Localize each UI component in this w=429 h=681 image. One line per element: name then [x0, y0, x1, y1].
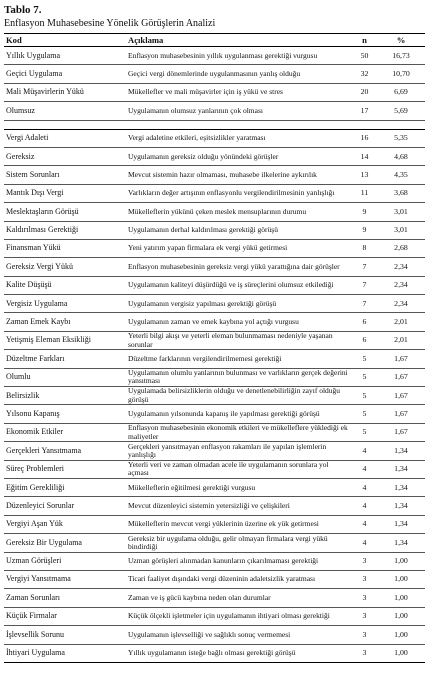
table-row	[4, 460, 425, 478]
row-count: 13	[352, 166, 377, 184]
row-description: Zaman ve iş gücü kaybına neden olan durumlar	[126, 589, 352, 607]
table-row	[4, 405, 425, 423]
row-description: Küçük ölçekli işletmeler için uygulamanın ihtiyari olması gerektiği	[126, 607, 352, 625]
separator-cell	[126, 120, 352, 129]
row-description: Mükelleflerin mevcut vergi yüklerinin üzerine ek yük getirmesi	[126, 515, 352, 533]
row-count: 50	[352, 47, 377, 65]
row-code: Gereksiz Vergi Yükü	[4, 258, 126, 276]
row-percent: 1,67	[377, 387, 425, 405]
row-percent: 1,00	[377, 570, 425, 588]
row-description: Enflasyon muhasebesinin gereksiz vergi yükü yarattığına dair görüşler	[126, 258, 352, 276]
row-percent: 1,34	[377, 478, 425, 496]
row-description: Gerçekleri yansıtmayan enflasyon rakamları ile yapılan işlemlerin yanlışlığı	[126, 442, 352, 460]
row-count: 4	[352, 515, 377, 533]
row-code: Yıllık Uygulama	[4, 47, 126, 65]
row-description: Uygulamanın vergisiz yapılması gerektiği görüşü	[126, 295, 352, 313]
row-percent: 3,68	[377, 184, 425, 202]
row-description: Mükelleflerin yükünü çeken meslek mensuplarının durumu	[126, 203, 352, 221]
row-code: Gereksiz	[4, 147, 126, 165]
table-row	[4, 184, 425, 202]
row-percent: 10,70	[377, 65, 425, 83]
row-description: Vergi adaletine etkileri, eşitsizlikler yaratması	[126, 129, 352, 147]
row-percent: 5,35	[377, 129, 425, 147]
row-count: 4	[352, 460, 377, 478]
table-row	[4, 65, 425, 83]
table-title: Enflasyon Muhasebesine Yönelik Görüşlerin Analizi	[4, 18, 216, 29]
row-description: Uygulamanın gereksiz olduğu yönündeki görüşler	[126, 147, 352, 165]
row-description: Geçici vergi dönemlerinde uygulanmasının yanlış olduğu	[126, 65, 352, 83]
row-description: Mevcut düzenleyici sistemin yetersizliği ve çelişkileri	[126, 497, 352, 515]
row-count: 16	[352, 129, 377, 147]
row-percent: 2,68	[377, 239, 425, 257]
group-separator	[4, 120, 425, 129]
row-count: 3	[352, 552, 377, 570]
row-code: Vergiyi Yansıtmama	[4, 570, 126, 588]
analysis-table	[4, 33, 425, 663]
row-percent: 4,68	[377, 147, 425, 165]
row-description: Gereksiz bir uygulama olduğu, gelir olmayan firmalara vergi yükü bindirdiği	[126, 534, 352, 552]
table-row	[4, 442, 425, 460]
table-row	[4, 644, 425, 662]
row-percent: 1,34	[377, 497, 425, 515]
row-count: 4	[352, 478, 377, 496]
table-row	[4, 626, 425, 644]
row-percent: 2,34	[377, 276, 425, 294]
row-description: Yeni yatırım yapan firmalara ek vergi yükü getirmesi	[126, 239, 352, 257]
row-description: Uygulamanın yılsonunda kapanış ile yapılması gerektiği görüşü	[126, 405, 352, 423]
row-code: Olumsuz	[4, 102, 126, 120]
table-row	[4, 47, 425, 65]
row-description: Enflasyon muhasebesinin ekonomik etkileri ve mükelleflere yüklediği ek maliyetler	[126, 423, 352, 441]
row-count: 8	[352, 239, 377, 257]
row-description: Uygulamanın zaman ve emek kaybına yol açtığı vurgusu	[126, 313, 352, 331]
header-code: Kod	[4, 34, 126, 47]
row-percent: 2,01	[377, 313, 425, 331]
table-row	[4, 221, 425, 239]
table-row	[4, 552, 425, 570]
table-row	[4, 497, 425, 515]
row-description: Uygulamada belirsizliklerin olduğu ve denetlenebilirliğin zayıf olduğu görüşü	[126, 387, 352, 405]
row-code: Olumlu	[4, 368, 126, 386]
row-percent: 1,34	[377, 460, 425, 478]
separator-cell	[377, 120, 425, 129]
row-percent: 5,69	[377, 102, 425, 120]
row-percent: 2,34	[377, 258, 425, 276]
row-description: Mevcut sistemin hazır olmaması, muhasebe ilkelerine aykırılık	[126, 166, 352, 184]
row-code: Mantık Dışı Vergi	[4, 184, 126, 202]
row-count: 3	[352, 570, 377, 588]
row-percent: 1,00	[377, 607, 425, 625]
row-code: İşlevsellik Sorunu	[4, 626, 126, 644]
row-percent: 1,67	[377, 423, 425, 441]
row-count: 3	[352, 589, 377, 607]
row-count: 6	[352, 331, 377, 349]
table-row	[4, 368, 425, 386]
table-row	[4, 350, 425, 368]
table-row	[4, 295, 425, 313]
header-n: n	[352, 34, 377, 47]
row-percent: 1,67	[377, 405, 425, 423]
row-count: 5	[352, 405, 377, 423]
row-count: 5	[352, 387, 377, 405]
row-code: Zaman Sorunları	[4, 589, 126, 607]
table-row	[4, 589, 425, 607]
separator-cell	[352, 120, 377, 129]
row-count: 6	[352, 313, 377, 331]
row-description: Yeterli bilgi akışı ve yeterli eleman bulunmaması nedeniyle yaşanan sorunlar	[126, 331, 352, 349]
row-code: Yetişmiş Eleman Eksikliği	[4, 331, 126, 349]
table-row	[4, 83, 425, 101]
row-count: 9	[352, 221, 377, 239]
table-row	[4, 147, 425, 165]
row-code: Düzenleyici Sorunlar	[4, 497, 126, 515]
row-code: Düzeltme Farkları	[4, 350, 126, 368]
row-count: 5	[352, 350, 377, 368]
row-description: Enflasyon muhasebesinin yıllık uygulanması gerektiği vurgusu	[126, 47, 352, 65]
row-code: Vergi Adaleti	[4, 129, 126, 147]
row-count: 20	[352, 83, 377, 101]
row-code: Zaman Emek Kaybı	[4, 313, 126, 331]
separator-cell	[4, 120, 126, 129]
table-row	[4, 423, 425, 441]
row-description: Uygulamanın işlevselliği ve sağlıklı sonuç vermemesi	[126, 626, 352, 644]
row-code: Sistem Sorunları	[4, 166, 126, 184]
table-body	[4, 47, 425, 663]
row-description: Uygulamanın olumsuz yanlarının çok olması	[126, 102, 352, 120]
row-count: 4	[352, 497, 377, 515]
row-percent: 1,34	[377, 534, 425, 552]
row-description: Mükellefler ve mali müşavirler için iş yükü ve stres	[126, 83, 352, 101]
header-percent: %	[377, 34, 425, 47]
table-caption: Tablo 7.	[4, 4, 42, 16]
row-percent: 6,69	[377, 83, 425, 101]
header-description: Açıklama	[126, 34, 352, 47]
row-count: 32	[352, 65, 377, 83]
row-description: Uygulamanın derhal kaldırılması gerektiği görüşü	[126, 221, 352, 239]
row-percent: 1,00	[377, 626, 425, 644]
row-count: 3	[352, 607, 377, 625]
table-row	[4, 478, 425, 496]
row-count: 4	[352, 534, 377, 552]
row-code: Küçük Firmalar	[4, 607, 126, 625]
row-count: 7	[352, 258, 377, 276]
table-row	[4, 387, 425, 405]
table-row	[4, 276, 425, 294]
row-code: Finansman Yükü	[4, 239, 126, 257]
row-percent: 1,00	[377, 644, 425, 662]
row-description: Yıllık uygulamanın isteğe bağlı olması gerektiği görüşü	[126, 644, 352, 662]
row-percent: 3,01	[377, 203, 425, 221]
table-row	[4, 515, 425, 533]
row-percent: 16,73	[377, 47, 425, 65]
row-code: Ekonomik Etkiler	[4, 423, 126, 441]
row-code: Belirsizlik	[4, 387, 126, 405]
row-percent: 1,67	[377, 350, 425, 368]
row-count: 14	[352, 147, 377, 165]
row-code: Geçici Uygulama	[4, 65, 126, 83]
table-row	[4, 239, 425, 257]
row-percent: 1,34	[377, 515, 425, 533]
row-count: 4	[352, 442, 377, 460]
row-description: Düzeltme farklarının vergilendirilmemesi gerektiği	[126, 350, 352, 368]
row-code: İhtiyari Uygulama	[4, 644, 126, 662]
table-row	[4, 129, 425, 147]
row-code: Meslektaşların Görüşü	[4, 203, 126, 221]
header-row	[4, 34, 425, 47]
row-count: 3	[352, 626, 377, 644]
row-description: Varlıkların değer artışının enflasyonlu vergilendirilmesinin yanlışlığı	[126, 184, 352, 202]
row-percent: 3,01	[377, 221, 425, 239]
row-percent: 1,00	[377, 589, 425, 607]
table-row	[4, 102, 425, 120]
row-percent: 2,01	[377, 331, 425, 349]
row-code: Kalite Düşüşü	[4, 276, 126, 294]
row-percent: 1,00	[377, 552, 425, 570]
row-code: Yılsonu Kapanış	[4, 405, 126, 423]
row-code: Gereksiz Bir Uygulama	[4, 534, 126, 552]
row-description: Mükelleflerin eğitilmesi gerektiği vurgusu	[126, 478, 352, 496]
row-count: 7	[352, 295, 377, 313]
table-row	[4, 331, 425, 349]
row-code: Vergisiz Uygulama	[4, 295, 126, 313]
row-percent: 4,35	[377, 166, 425, 184]
table-row	[4, 166, 425, 184]
row-code: Eğitim Gerekliliği	[4, 478, 126, 496]
row-code: Mali Müşavirlerin Yükü	[4, 83, 126, 101]
row-code: Kaldırılması Gerektiği	[4, 221, 126, 239]
row-count: 3	[352, 644, 377, 662]
row-count: 5	[352, 423, 377, 441]
table-row	[4, 607, 425, 625]
row-count: 7	[352, 276, 377, 294]
table-row	[4, 258, 425, 276]
row-description: Uzman görüşleri alınmadan kanunların çıkarılmaması gerektiği	[126, 552, 352, 570]
row-percent: 2,34	[377, 295, 425, 313]
row-count: 17	[352, 102, 377, 120]
row-description: Uygulamanın olumlu yanlarının bulunması ve varlıkların gerçek değerini yansıtması	[126, 368, 352, 386]
row-description: Uygulamanın kaliteyi düşürdüğü ve iş süreçlerini olumsuz etkilediği	[126, 276, 352, 294]
table-row	[4, 313, 425, 331]
row-count: 9	[352, 203, 377, 221]
row-description: Yeterli veri ve zaman olmadan acele ile uygulamanın sorunlara yol açması	[126, 460, 352, 478]
table-row	[4, 203, 425, 221]
row-description: Ticari faaliyet dışındaki vergi düzeninin adaletsizlik yaratması	[126, 570, 352, 588]
row-percent: 1,67	[377, 368, 425, 386]
table-row	[4, 534, 425, 552]
row-code: Uzman Görüşleri	[4, 552, 126, 570]
row-count: 11	[352, 184, 377, 202]
table-row	[4, 570, 425, 588]
row-code: Gerçekleri Yansıtmama	[4, 442, 126, 460]
row-code: Süreç Problemleri	[4, 460, 126, 478]
row-code: Vergiyi Aşan Yük	[4, 515, 126, 533]
row-count: 5	[352, 368, 377, 386]
row-percent: 1,34	[377, 442, 425, 460]
